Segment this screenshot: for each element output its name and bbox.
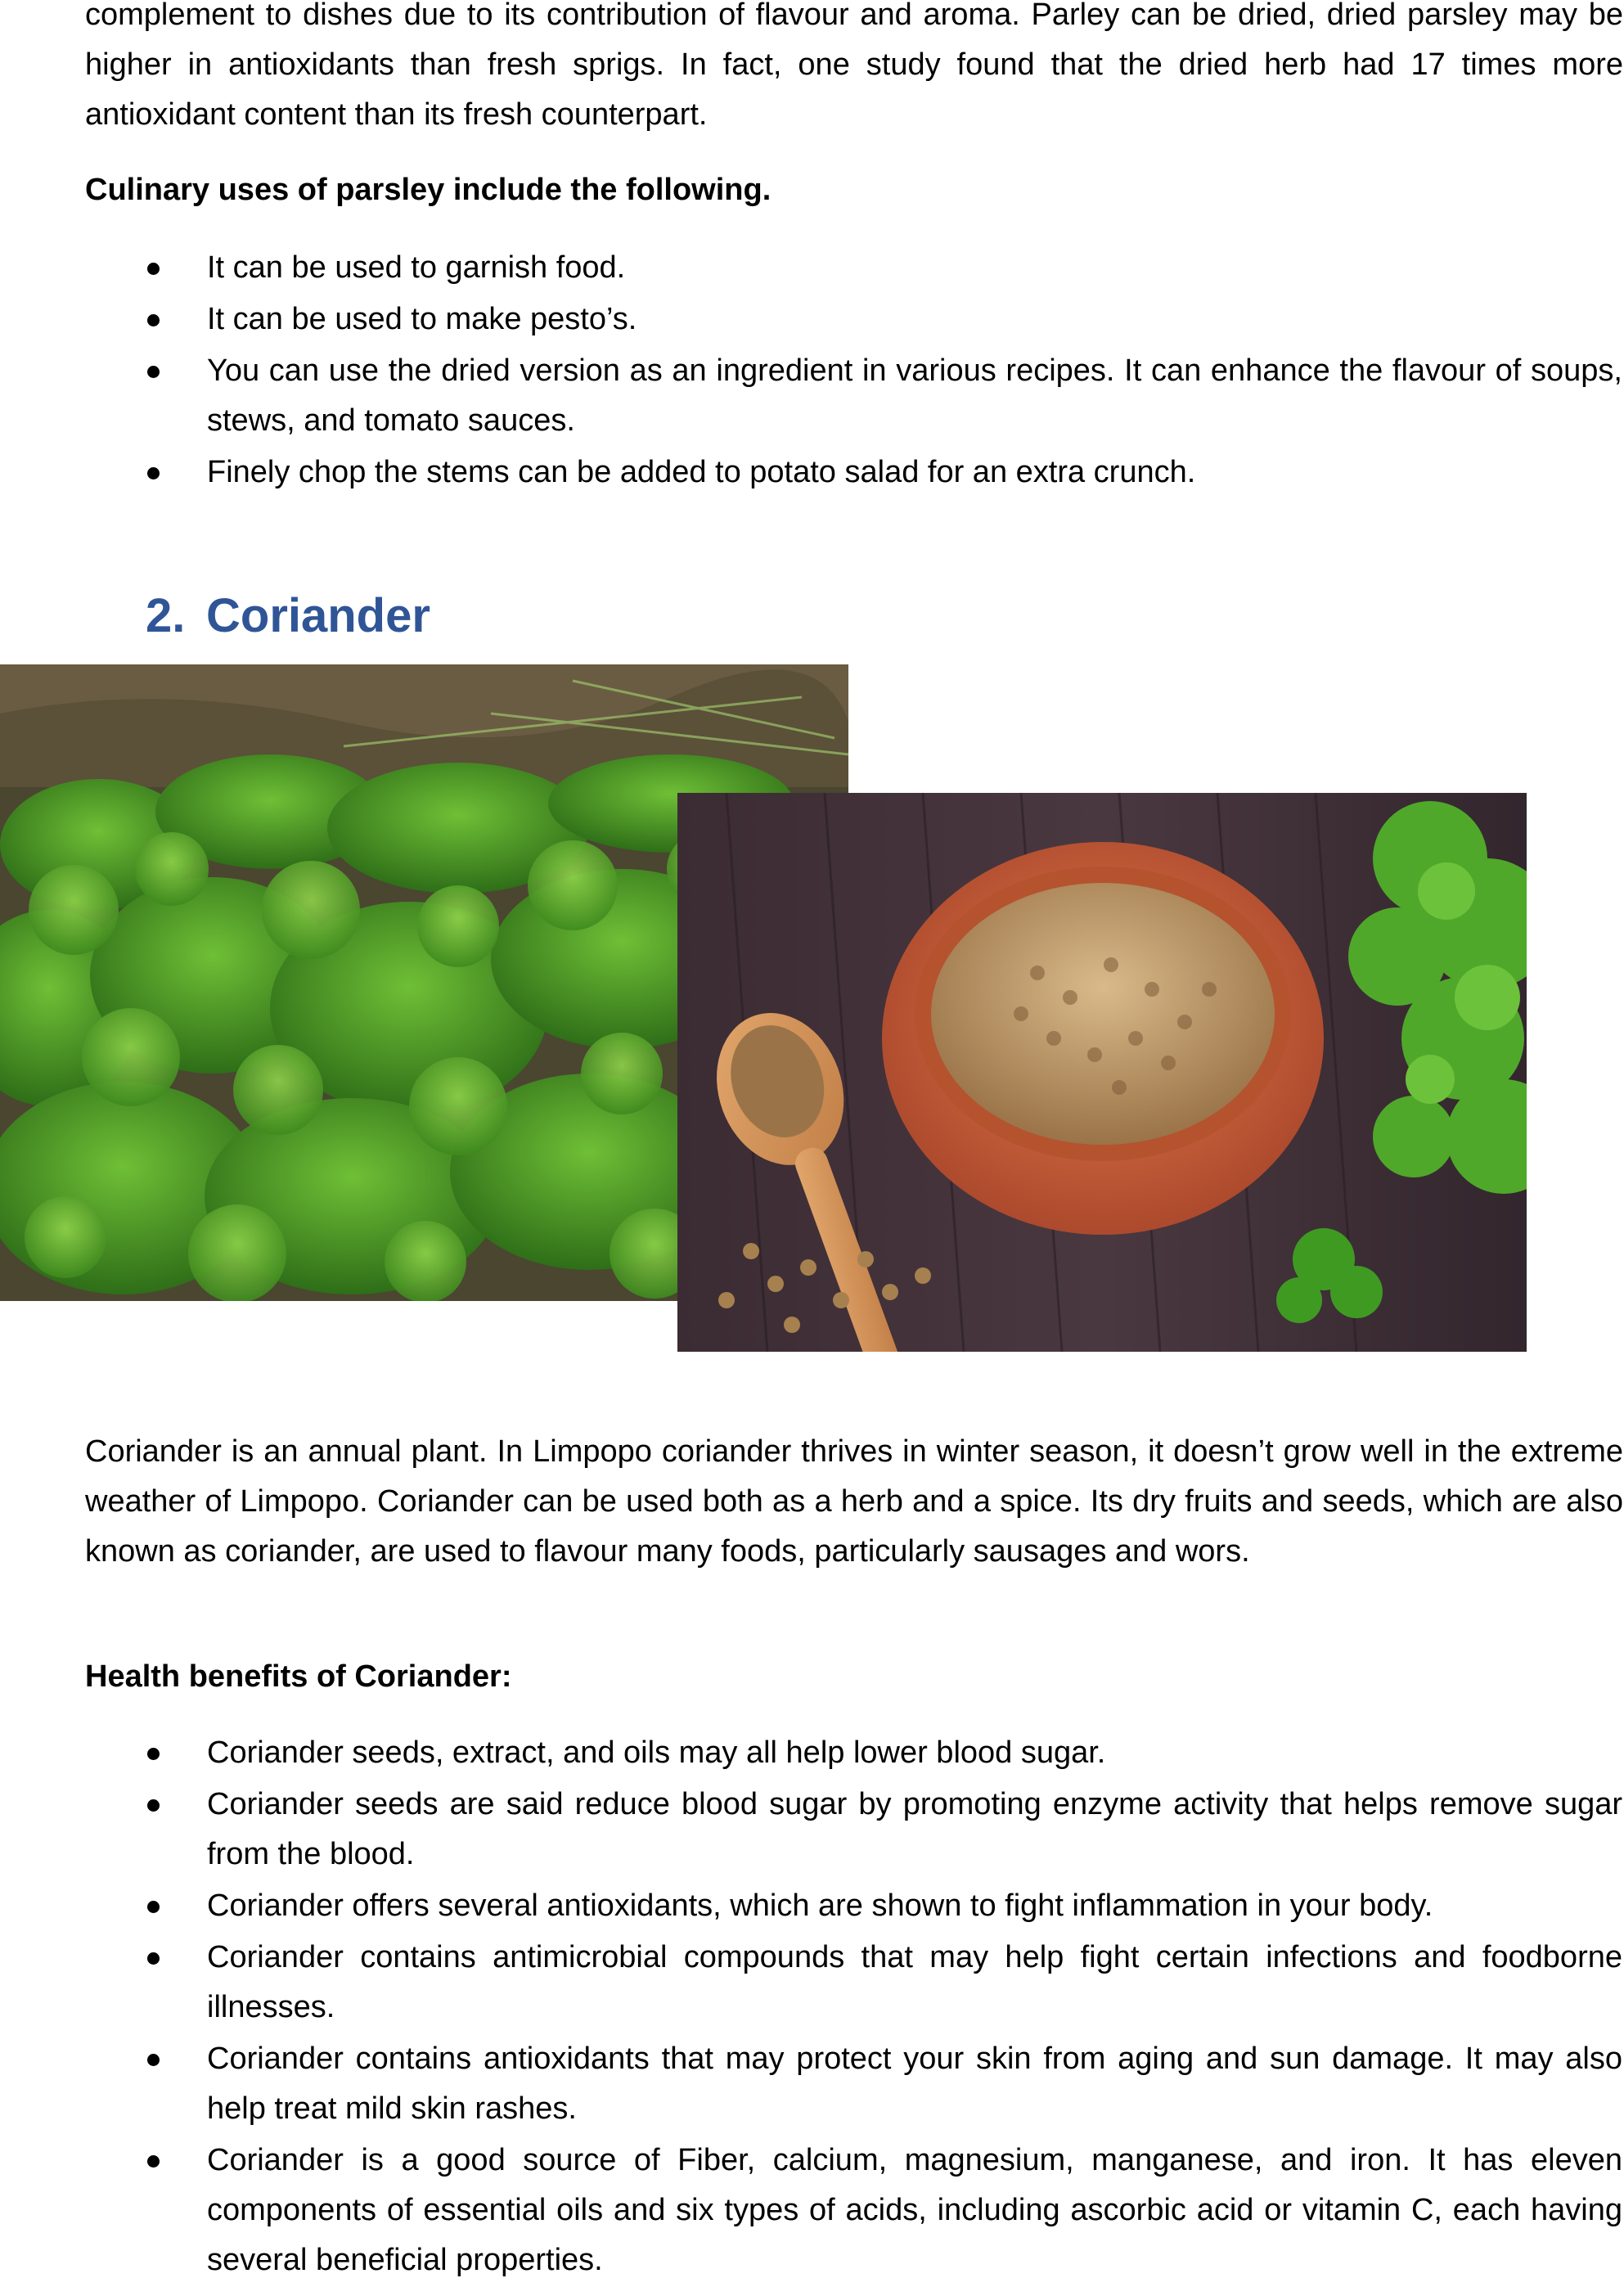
- bullet-icon: [147, 2155, 160, 2168]
- list-item: Coriander contains antimicrobial compounds that may help fight certain infections and foodborne illnesses.: [0, 1933, 1624, 2033]
- list-item: Coriander seeds, extract, and oils may all help lower blood sugar.: [0, 1728, 1624, 1778]
- coriander-seeds-image: [677, 793, 1527, 1352]
- list-item: It can be used to garnish food.: [0, 243, 1624, 293]
- culinary-uses-heading: Culinary uses of parsley include the following.: [85, 173, 772, 207]
- bullet-icon: [147, 314, 160, 326]
- list-item: Coriander offers several antioxidants, which are shown to fight inflammation in your body.: [0, 1881, 1624, 1931]
- health-benefits-list: [0, 1728, 1624, 2287]
- bullet-icon: [147, 1952, 160, 1965]
- intro-paragraph: complement to dishes due to its contribution of flavour and aroma. Parley can be dried, dried parsley may be higher in antioxidants than fresh sprigs. In fact, one study found that the dried herb had 17 times more antioxidant content than its fresh counterpart.: [85, 0, 1623, 132]
- bullet-icon: [147, 467, 160, 479]
- health-benefits-heading: Health benefits of Coriander:: [85, 1659, 512, 1694]
- list-item: You can use the dried version as an ingredient in various recipes. It can enhance the flavour of soups, stews, and tomato sauces.: [0, 346, 1624, 446]
- list-item: Coriander is a good source of Fiber, calcium, magnesium, manganese, and iron. It has eleven components of essential oils and six types of acids, including ascorbic acid or vitamin C, each having several beneficial properties.: [0, 2136, 1624, 2285]
- section-number: 2.: [146, 589, 186, 642]
- bullet-icon: [147, 1901, 160, 1913]
- section-title: Coriander: [206, 589, 430, 642]
- coriander-description-paragraph: Coriander is an annual plant. In Limpopo coriander thrives in winter season, it doesn’t grow well in the extreme weather of Limpopo. Coriander can be used both as a herb and a spice. Its dry fruits and seeds, which are also known as coriander, are used to flavour many foods, particularly sausages and wors.: [85, 1434, 1623, 1569]
- section-heading-coriander: [146, 588, 430, 645]
- coriander-seeds-photo: [677, 793, 1527, 1352]
- list-item: Finely chop the stems can be added to potato salad for an extra crunch.: [0, 448, 1624, 497]
- bullet-icon: [147, 263, 160, 275]
- bullet-icon: [147, 2054, 160, 2066]
- bullet-icon: [147, 1799, 160, 1812]
- list-item: Coriander seeds are said reduce blood sugar by promoting enzyme activity that helps remove sugar from the blood.: [0, 1780, 1624, 1880]
- list-item: Coriander contains antioxidants that may protect your skin from aging and sun damage. It may also help treat mild skin rashes.: [0, 2034, 1624, 2134]
- bullet-icon: [147, 1748, 160, 1760]
- bullet-icon: [147, 366, 160, 378]
- culinary-uses-list: [0, 243, 1624, 499]
- list-item: It can be used to make pesto’s.: [0, 295, 1624, 344]
